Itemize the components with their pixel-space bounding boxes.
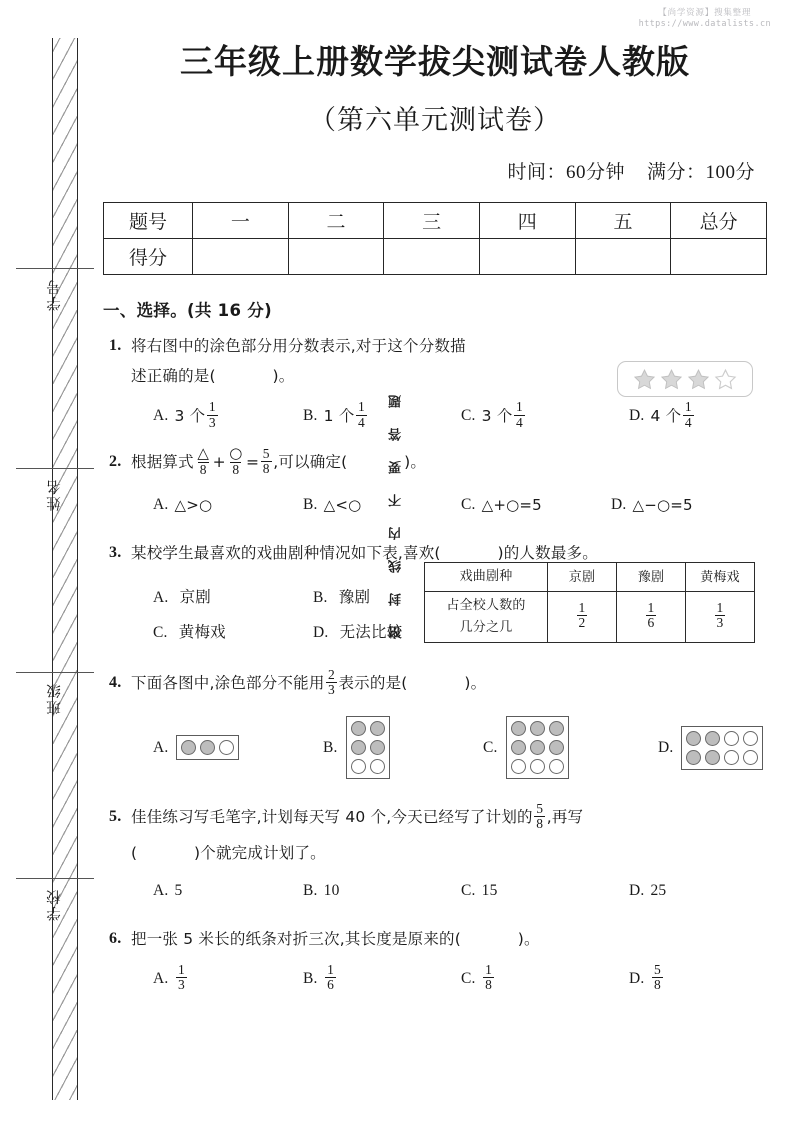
student-info-class-label: 班级 [47, 682, 63, 715]
opera-table-header-1: 京剧 [548, 562, 617, 591]
fraction-numerator: 1 [516, 399, 523, 415]
question-2-stem-post: )。 [404, 453, 427, 471]
question-4-stem-pre: 下面各图中,涂色部分不能用 [131, 673, 325, 692]
score-table-row-label-1: 题号 [104, 203, 193, 239]
option-tag: C. [461, 495, 476, 513]
dot-filled [705, 750, 720, 765]
fraction-numerator: 5 [653, 962, 661, 978]
fraction-denominator: 8 [232, 461, 240, 477]
question-4-option-a[interactable] [153, 733, 323, 763]
question-5-line2-pre: ( [131, 843, 138, 862]
option-tag: C. [461, 969, 476, 987]
question-1-option-c[interactable] [461, 401, 629, 431]
question-1-option-b[interactable] [303, 401, 461, 431]
fraction-denominator: 4 [684, 414, 692, 430]
fraction-numerator: 1 [716, 600, 724, 616]
dot-empty [743, 731, 758, 746]
dot-empty [743, 750, 758, 765]
section-heading-1: 一、选择。(共 16 分) [103, 301, 272, 320]
fraction-numerator: 1 [358, 399, 365, 415]
table-row [425, 591, 755, 642]
option-text: △<○ [323, 495, 362, 514]
score-table-col-5: 五 [575, 203, 671, 239]
score-cell-4[interactable] [479, 239, 575, 275]
page-subtitle: （第六单元测试卷） [309, 105, 561, 136]
fraction [534, 802, 545, 831]
star-icon-filled-1 [633, 368, 656, 391]
option-text: 黄梅戏 [178, 622, 226, 641]
question-1-option-d[interactable] [629, 401, 695, 431]
dot-filled [530, 721, 545, 736]
question-1 [103, 331, 767, 431]
question-2-stem-mid: ,可以确定( [273, 453, 348, 471]
question-5 [103, 802, 767, 906]
fraction-denominator: 3 [328, 681, 335, 697]
option-tag: A. [153, 881, 169, 899]
question-4-option-d[interactable] [658, 726, 763, 770]
question-5-option-b[interactable] [303, 876, 461, 906]
option-tag: B. [313, 588, 328, 606]
student-info-name-label: 姓名 [47, 478, 63, 511]
score-table-col-2: 二 [288, 203, 384, 239]
question-5-option-a[interactable] [153, 876, 303, 906]
option-text: △−○=5 [632, 495, 693, 514]
question-2-option-c[interactable] [461, 490, 611, 520]
score-table-row-label-2: 得分 [104, 239, 193, 275]
fraction [683, 400, 694, 429]
option-text: 1 个 [323, 407, 355, 425]
fraction-numerator: △ [197, 444, 210, 463]
seal-line-text: 密封线内不要答题 [386, 372, 408, 642]
question-6-options [131, 964, 767, 994]
dot-empty [370, 759, 385, 774]
fraction-numerator: 1 [684, 399, 692, 415]
question-4-stem [131, 668, 767, 698]
student-info-school-line [16, 878, 94, 880]
question-1-option-a[interactable] [153, 401, 303, 431]
dot-filled [549, 721, 564, 736]
fraction-numerator: 1 [327, 962, 335, 978]
question-6-stem [131, 924, 767, 954]
answer-blank [137, 844, 194, 862]
dot-empty [530, 759, 545, 774]
option-tag: D. [629, 969, 645, 987]
question-2-stem-pre: 根据算式 [131, 453, 194, 471]
student-info-class [16, 672, 94, 715]
fraction-numerator: 1 [647, 600, 655, 616]
option-text: 15 [481, 881, 498, 899]
question-5-options [131, 876, 767, 906]
fraction-denominator: 8 [262, 461, 270, 476]
student-info-id [16, 268, 94, 311]
question-3-opera-table [424, 562, 755, 643]
option-tag: A. [153, 969, 169, 987]
question-1-star-figure [617, 361, 753, 397]
student-info-school [16, 878, 94, 921]
question-5-option-c[interactable] [461, 876, 629, 906]
fraction-numerator: 1 [177, 962, 185, 978]
question-4-option-c[interactable] [483, 716, 658, 779]
option-text: 5 [174, 881, 183, 899]
fraction [356, 400, 367, 429]
fraction-numerator: 1 [208, 399, 216, 415]
dot-filled [705, 731, 720, 746]
opera-table-value-3 [686, 591, 755, 642]
question-4-stem-mid: 表示的是( [338, 673, 408, 692]
fraction [577, 601, 588, 630]
dot-filled [351, 721, 366, 736]
question-6-number: 6. [109, 929, 122, 947]
opera-table-header-2: 豫剧 [617, 562, 686, 591]
question-2-option-a[interactable] [153, 490, 303, 520]
option-tag: A. [153, 738, 169, 756]
option-tag: B. [303, 969, 318, 987]
option-tag: B. [323, 738, 338, 756]
option-text: 无法比较 [339, 622, 403, 641]
option-text: 3 个 [174, 407, 206, 425]
operator-plus: + [212, 453, 226, 471]
dot-filled [181, 740, 196, 755]
dot-filled [530, 740, 545, 755]
student-info-name [16, 468, 94, 511]
fraction-denominator: 8 [653, 977, 661, 993]
question-1-options [131, 401, 767, 431]
question-4 [103, 668, 767, 784]
student-info-class-line [16, 672, 94, 674]
exam-meta [103, 157, 767, 184]
score-cell-3[interactable] [384, 239, 480, 275]
fraction-denominator: 8 [199, 461, 207, 477]
dot-filled [511, 721, 526, 736]
dot-empty [549, 759, 564, 774]
option-tag: C. [461, 881, 476, 899]
fraction-numerator: 5 [536, 800, 544, 816]
fraction-denominator: 3 [208, 414, 216, 430]
question-1-number: 1. [109, 337, 122, 354]
dot-filled [511, 740, 526, 755]
seal-line-band [52, 38, 78, 1100]
page-title: 三年级上册数学拔尖测试卷人教版 [180, 42, 690, 81]
question-5-option-d[interactable] [629, 876, 672, 906]
dot-empty [219, 740, 234, 755]
question-6-option-c[interactable] [461, 964, 629, 994]
question-1-line1: 将右图中的涂色部分用分数表示,对于这个分数描 [131, 337, 466, 355]
star-icon-empty-4 [714, 368, 737, 391]
fraction [261, 447, 272, 476]
fraction [227, 446, 244, 477]
dot-filled [549, 740, 564, 755]
dot-empty [724, 731, 739, 746]
dot-filled [686, 750, 701, 765]
question-3-option-c[interactable] [153, 615, 313, 650]
answer-blank [408, 674, 465, 692]
dot-filled [686, 731, 701, 746]
question-2-option-b[interactable] [303, 490, 461, 520]
option-text: 25 [650, 881, 667, 899]
option-tag: B. [303, 495, 318, 513]
score-table-col-1: 一 [193, 203, 289, 239]
fraction-denominator: 4 [516, 414, 523, 430]
table-row [425, 562, 755, 591]
option-tag: D. [313, 623, 329, 641]
opera-table-value-1 [548, 591, 617, 642]
fraction [207, 400, 218, 429]
option-tag: D. [629, 407, 645, 424]
option-text: 10 [323, 881, 340, 899]
dot-empty [351, 759, 366, 774]
dot-grid-c [506, 716, 569, 779]
fraction [646, 601, 657, 630]
question-5-line1-pre: 佳佳练习写毛笔字,计划每天写 40 个,今天已经写了计划的 [131, 807, 533, 826]
option-tag: C. [483, 738, 498, 756]
dot-grid-a [176, 735, 239, 760]
question-3-stem-pre: 某校学生最喜欢的戏曲剧种情况如下表,喜欢( [131, 543, 441, 562]
question-3-stem-post: )的人数最多。 [497, 543, 598, 562]
watermark-url: https://www.datalists.cn [638, 19, 771, 29]
fraction [483, 963, 494, 992]
question-3-option-a[interactable] [153, 580, 313, 615]
fraction [652, 963, 663, 992]
question-2 [103, 444, 767, 520]
question-2-number: 2. [109, 453, 122, 470]
dot-grid-b [346, 716, 390, 779]
question-5-line2-post: )个就完成计划了。 [194, 843, 326, 862]
fraction-denominator: 2 [578, 615, 586, 631]
exam-time: 时间：60分钟 [507, 162, 625, 183]
fraction-numerator: 1 [578, 600, 586, 616]
option-tag: C. [461, 407, 476, 424]
question-6-option-b[interactable] [303, 964, 461, 994]
exam-page [103, 0, 767, 1122]
score-cell-5[interactable] [575, 239, 671, 275]
option-text: 豫剧 [338, 587, 371, 606]
answer-blank [441, 544, 498, 562]
fraction-denominator: 6 [327, 977, 335, 993]
fraction-denominator: 3 [177, 977, 185, 993]
operator-equals: = [246, 453, 260, 471]
dot-filled [351, 740, 366, 755]
opera-table-value-2 [617, 591, 686, 642]
seal-hatch-pattern [53, 38, 77, 1100]
fraction-denominator: 3 [716, 615, 724, 631]
fraction [195, 446, 211, 477]
opera-table-header-3: 黄梅戏 [686, 562, 755, 591]
fraction-denominator: 6 [647, 615, 655, 631]
question-3-number: 3. [109, 543, 122, 561]
score-table-col-3: 三 [384, 203, 480, 239]
dot-filled [370, 740, 385, 755]
student-info-name-line [16, 468, 94, 470]
question-6-stem-post: )。 [517, 929, 540, 948]
question-2-option-d[interactable] [611, 490, 693, 520]
option-text: 4 个 [650, 407, 682, 425]
dot-filled [370, 721, 385, 736]
question-3 [103, 538, 767, 650]
fraction [176, 963, 187, 992]
score-cell-2[interactable] [288, 239, 384, 275]
option-tag: D. [629, 881, 645, 899]
fraction-numerator: 5 [262, 445, 270, 461]
answer-blank [461, 930, 518, 948]
answer-blank [216, 367, 273, 385]
fraction-denominator: 8 [536, 815, 544, 831]
question-2-options [131, 490, 767, 520]
question-2-stem [131, 444, 767, 478]
question-1-line2-pre: 述正确的是( [131, 367, 216, 385]
opera-table-row-label-line1: 占全校人数的 [446, 597, 526, 613]
option-tag: A. [153, 588, 169, 606]
fraction-numerator: ○ [229, 444, 243, 463]
star-icon-filled-3 [687, 368, 710, 391]
table-row [104, 203, 767, 239]
student-info-id-line [16, 268, 94, 270]
score-table-col-total: 总分 [671, 203, 767, 239]
option-tag: D. [658, 738, 674, 756]
exam-total-score: 满分：100分 [646, 162, 755, 183]
fraction [715, 601, 726, 630]
question-6 [103, 924, 767, 994]
student-info-id-label: 学号 [47, 278, 63, 311]
question-5-number: 5. [109, 807, 122, 825]
opera-table-row-label-line2: 几分之几 [459, 619, 513, 635]
question-4-figures [131, 712, 767, 784]
question-4-option-b[interactable] [323, 716, 483, 779]
score-cell-total[interactable] [671, 239, 767, 275]
question-6-stem-pre: 把一张 5 米长的纸条对折三次,其长度是原来的( [131, 929, 461, 948]
question-1-line2-post: )。 [272, 367, 295, 385]
watermark-source: 【尚学资源】搜集整理 [658, 8, 752, 18]
dot-filled [200, 740, 215, 755]
fraction-denominator: 4 [358, 414, 365, 430]
option-text: △+○=5 [481, 495, 542, 514]
option-tag: A. [153, 407, 169, 424]
option-tag: D. [611, 495, 627, 513]
fraction [514, 400, 525, 429]
score-cell-1[interactable] [193, 239, 289, 275]
option-tag: C. [153, 623, 168, 641]
dot-empty [724, 750, 739, 765]
fraction-numerator: 2 [328, 666, 335, 682]
question-6-option-a[interactable] [153, 964, 303, 994]
option-text: 3 个 [481, 407, 513, 425]
star-icon-filled-2 [660, 368, 683, 391]
dot-empty [511, 759, 526, 774]
dot-grid-d [681, 726, 763, 770]
score-table [103, 202, 767, 275]
score-table-col-4: 四 [479, 203, 575, 239]
option-text: 京剧 [179, 587, 212, 606]
student-info-school-label: 学校 [47, 888, 63, 921]
question-4-number: 4. [109, 673, 122, 691]
option-tag: B. [303, 407, 318, 424]
fraction [326, 668, 337, 697]
option-tag: B. [303, 881, 318, 899]
fraction-numerator: 1 [485, 962, 493, 978]
question-6-option-d[interactable] [629, 964, 664, 994]
question-5-line1 [131, 802, 767, 832]
option-tag: A. [153, 495, 169, 513]
opera-table-row-label [425, 591, 548, 642]
question-5-line2 [131, 838, 767, 868]
fraction [325, 963, 336, 992]
option-text: △>○ [174, 495, 213, 514]
question-4-stem-post: )。 [464, 673, 487, 692]
fraction-denominator: 8 [485, 977, 493, 993]
question-5-line1-post: ,再写 [546, 807, 584, 826]
answer-blank [347, 453, 404, 471]
opera-table-header-label: 戏曲剧种 [425, 562, 548, 591]
table-row [104, 239, 767, 275]
